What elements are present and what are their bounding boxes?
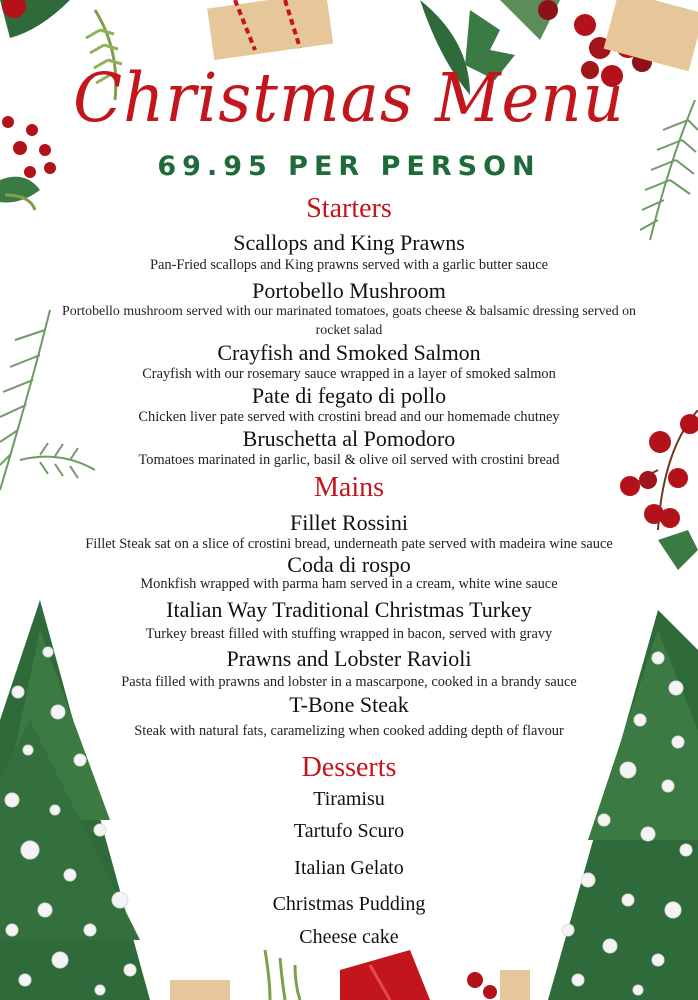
- dish-description: Pan-Fried scallops and King prawns served with a garlic butter sauce: [149, 257, 549, 273]
- dessert-item: Tiramisu: [313, 788, 385, 810]
- bottom-gifts-decoration: [170, 940, 530, 1000]
- dish-description: rocket salad: [315, 323, 383, 338]
- dish-description: Portobello mushroom served with our marinated tomatoes, goats cheese & balsamic dressing served on: [61, 304, 636, 319]
- dish-name: Pate di fegato di pollo: [251, 383, 447, 408]
- dish-description: Chicken liver pate served with crostini bread and our homemade chutney: [138, 409, 560, 425]
- desserts-heading: Desserts: [301, 752, 397, 783]
- dish-name: Coda di rospo: [287, 552, 411, 577]
- dish-name: Portobello Mushroom: [252, 278, 446, 303]
- dish-name: Scallops and King Prawns: [233, 230, 465, 255]
- price-per-person: 69.95 PER PERSON: [157, 151, 541, 182]
- dish-description: Fillet Steak sat on a slice of crostini bread, underneath pate served with madeira wine sauce: [85, 536, 613, 552]
- dish-description: Tomatoes marinated in garlic, basil & olive oil served with crostini bread: [138, 452, 560, 468]
- starters-heading: Starters: [306, 193, 392, 224]
- dessert-item: Italian Gelato: [294, 857, 404, 879]
- dish-name: T-Bone Steak: [289, 692, 409, 717]
- dish-description: Turkey breast filled with stuffing wrapped in bacon, served with gravy: [145, 626, 553, 642]
- dish-name: Italian Way Traditional Christmas Turkey: [166, 597, 532, 622]
- dish-name: Fillet Rossini: [290, 510, 408, 535]
- menu-title: Christmas Menu: [73, 60, 625, 138]
- dish-description: Steak with natural fats, caramelizing when cooked adding depth of flavour: [134, 723, 564, 739]
- dessert-item: Christmas Pudding: [272, 893, 426, 915]
- dish-description: Monkfish wrapped with parma ham served in a cream, white wine sauce: [140, 576, 558, 592]
- mains-heading: Mains: [314, 472, 384, 503]
- dish-description: Pasta filled with prawns and lobster in a mascarpone, cooked in a brandy sauce: [121, 674, 577, 690]
- dessert-item: Tartufo Scuro: [293, 820, 405, 842]
- dish-description: Crayfish with our rosemary sauce wrapped in a layer of smoked salmon: [142, 366, 556, 382]
- dish-name: Bruschetta al Pomodoro: [242, 426, 456, 451]
- dish-name: Prawns and Lobster Ravioli: [226, 646, 472, 671]
- dish-name: Crayfish and Smoked Salmon: [217, 340, 481, 365]
- dessert-item: Cheese cake: [299, 926, 399, 948]
